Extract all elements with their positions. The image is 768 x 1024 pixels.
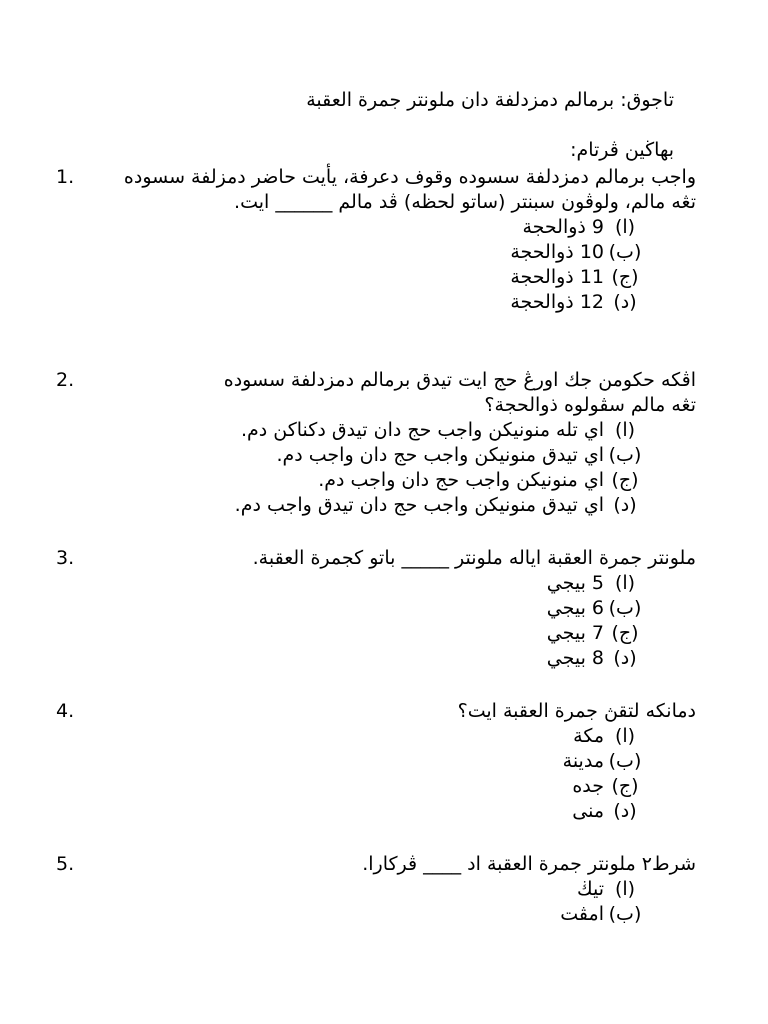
option-text: 9 ذوالحجة xyxy=(522,216,604,238)
option-d xyxy=(56,646,696,671)
question-number: 2. xyxy=(56,369,75,391)
option-text: تيڬ xyxy=(576,878,604,900)
option-c xyxy=(56,265,696,290)
option-a xyxy=(56,877,696,902)
option-label: (ب) xyxy=(608,241,642,263)
option-text: 8 بيجي xyxy=(546,647,604,669)
option-text: اي تيدق منونيکن واجب حج دان تيدق واجب دم. xyxy=(234,494,604,516)
option-label: (ا) xyxy=(614,572,636,594)
question-2 xyxy=(56,368,696,518)
option-d xyxy=(56,290,696,315)
option-d xyxy=(56,493,696,518)
option-label: (ا) xyxy=(614,878,636,900)
option-label: (د) xyxy=(613,291,637,313)
option-text: اي تله منونيکن واجب حج دان تيدق دکناکن دم. xyxy=(240,419,604,441)
question-1 xyxy=(56,165,696,315)
option-label: (د) xyxy=(613,647,637,669)
option-a xyxy=(56,724,696,749)
option-text: 12 ذوالحجة xyxy=(510,291,604,313)
option-text: 10 ذوالحجة xyxy=(510,241,604,263)
option-text: 7 بيجي xyxy=(546,622,604,644)
question-4 xyxy=(56,699,696,824)
option-label: (ب) xyxy=(608,750,642,772)
question-3 xyxy=(56,546,696,671)
option-label: (ا) xyxy=(614,725,636,747)
option-label: (ب) xyxy=(608,903,642,925)
question-text: اڤکه حکومن جك اورڠ حج ايت تيدق برمالم دمزدلفة سسوده تڠه مالم سڤولوه ذوالحجة؟ xyxy=(223,369,696,416)
question-number: 5. xyxy=(56,853,75,875)
option-text: 11 ذوالحجة xyxy=(510,266,604,288)
question-number: 3. xyxy=(56,547,75,569)
option-label: (ج) xyxy=(611,266,639,288)
option-b xyxy=(56,596,696,621)
option-label: (ج) xyxy=(611,469,639,491)
question-number: 1. xyxy=(56,166,75,188)
option-text: اي منونيکن واجب حج دان واجب دم. xyxy=(318,469,604,491)
option-b xyxy=(56,749,696,774)
option-text: منى xyxy=(572,800,604,822)
option-c xyxy=(56,774,696,799)
option-label: (ب) xyxy=(608,444,642,466)
option-label: (ا) xyxy=(614,419,636,441)
option-c xyxy=(56,468,696,493)
option-label: (ج) xyxy=(611,622,639,644)
question-text: واجب برمالم دمزدلفة سسوده وقوف دعرفة، يأيت حاضر دمزلفة سسوده تڠه مالم، ولوڤون سبنتر (ساتو لحظه) ڤد مالم ______ ايت. xyxy=(123,166,696,213)
option-b xyxy=(56,902,696,927)
option-b xyxy=(56,240,696,265)
question-5 xyxy=(56,852,696,927)
section-heading: بهاڬين ڤرتام: xyxy=(570,139,674,161)
option-text: مدينة xyxy=(562,750,604,772)
question-text: ملونتر جمرة العقبة اياله ملونتر _____ باتو کجمرة العقبة. xyxy=(252,547,696,569)
question-text: دمانکه لتقڽ جمرة العقبة ايت؟ xyxy=(457,700,696,722)
option-c xyxy=(56,621,696,646)
option-text: جده xyxy=(572,775,604,797)
document-title: تاجوق: برمالم دمزدلفة دان ملونتر جمرة العقبة xyxy=(306,89,674,111)
option-a xyxy=(56,418,696,443)
option-text: امڤت xyxy=(560,903,604,925)
option-label: (د) xyxy=(613,800,637,822)
option-label: (ا) xyxy=(614,216,636,238)
question-text: شرط٢ ملونتر جمرة العقبة اد ____ ڤرکارا. xyxy=(362,853,696,875)
option-text: 6 بيجي xyxy=(546,597,604,619)
option-label: (د) xyxy=(613,494,637,516)
option-text: اي تيدق منونيکن واجب حج دان واجب دم. xyxy=(276,444,604,466)
option-text: مکة xyxy=(573,725,604,747)
option-b xyxy=(56,443,696,468)
option-a xyxy=(56,571,696,596)
option-label: (ج) xyxy=(611,775,639,797)
question-number: 4. xyxy=(56,700,75,722)
option-text: 5 بيجي xyxy=(546,572,604,594)
option-d xyxy=(56,799,696,824)
option-a xyxy=(56,215,696,240)
option-label: (ب) xyxy=(608,597,642,619)
